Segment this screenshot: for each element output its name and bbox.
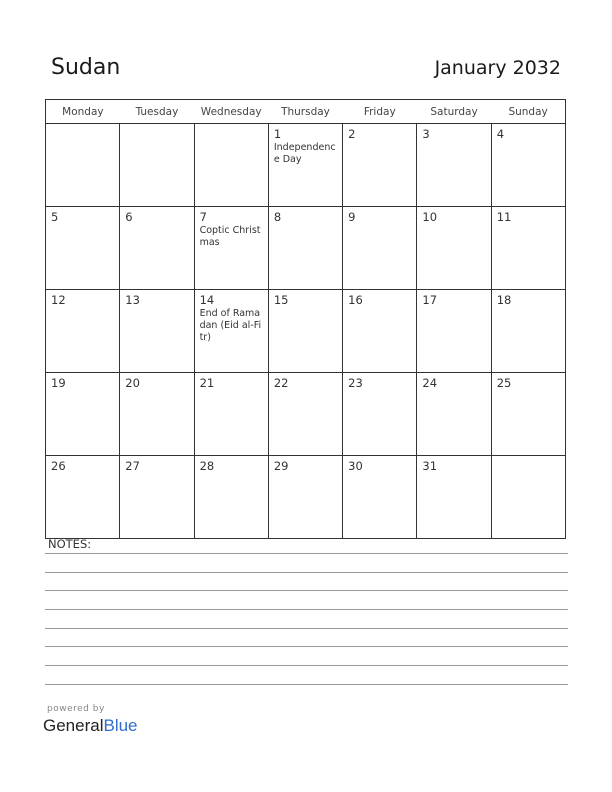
day-cell <box>46 456 120 539</box>
day-cell <box>268 207 342 290</box>
day-number: 22 <box>273 376 289 390</box>
day-cell <box>120 373 194 456</box>
week-row <box>46 207 566 290</box>
day-cell <box>268 290 342 373</box>
notes-line <box>45 628 568 629</box>
day-number: 14 <box>199 293 215 307</box>
notes-line <box>45 646 568 647</box>
holiday-label: End of Ramadan (Eid al-Fitr) <box>199 308 262 343</box>
day-number: 3 <box>422 127 430 141</box>
day-cell <box>268 456 342 539</box>
day-cell <box>194 207 268 290</box>
day-number: 23 <box>348 376 363 390</box>
day-cell <box>120 456 194 539</box>
holiday-label: Coptic Christmas <box>199 225 261 248</box>
day-cell <box>120 290 194 373</box>
day-cell <box>343 290 417 373</box>
day-number: 2 <box>348 127 356 141</box>
day-number: 19 <box>51 376 66 390</box>
day-cell <box>491 373 565 456</box>
notes-line <box>45 553 568 554</box>
day-number: 4 <box>496 127 505 141</box>
day-number: 12 <box>51 293 66 307</box>
day-number: 18 <box>496 293 512 307</box>
day-number: 7 <box>199 210 207 224</box>
day-number: 16 <box>348 293 363 307</box>
weekday-header: Thursday <box>268 100 342 124</box>
weekday-header-row <box>46 100 566 124</box>
day-cell <box>417 207 491 290</box>
powered-by-text: powered by <box>47 704 105 714</box>
day-cell <box>417 456 491 539</box>
notes-line <box>45 665 568 666</box>
weekday-header: Wednesday <box>194 100 268 124</box>
day-cell <box>491 456 565 539</box>
weekday-header: Tuesday <box>120 100 194 124</box>
day-number: 30 <box>348 459 363 473</box>
day-cell <box>194 290 268 373</box>
holiday-label: Independence Day <box>273 142 336 165</box>
day-cell <box>46 207 120 290</box>
day-number: 10 <box>422 210 438 224</box>
day-number: 24 <box>422 376 438 390</box>
notes-line <box>45 572 568 573</box>
day-cell <box>491 290 565 373</box>
week-row <box>46 124 566 207</box>
day-number: 1 <box>273 127 282 141</box>
day-number: 5 <box>51 210 59 224</box>
day-cell <box>417 124 491 207</box>
day-number: 27 <box>125 459 140 473</box>
day-number: 29 <box>273 459 289 473</box>
day-number: 31 <box>422 459 438 473</box>
brand-general: General <box>43 716 104 735</box>
day-number: 17 <box>422 293 438 307</box>
day-number: 13 <box>125 293 140 307</box>
notes-line <box>45 684 568 685</box>
weekday-header: Friday <box>343 100 417 124</box>
day-cell <box>343 124 417 207</box>
weekday-header: Sunday <box>491 100 565 124</box>
day-cell <box>46 124 120 207</box>
day-cell <box>491 124 565 207</box>
day-number: 28 <box>199 459 215 473</box>
notes-line <box>45 590 568 591</box>
day-number: 20 <box>125 376 140 390</box>
week-row <box>46 290 566 373</box>
generalblue-logo <box>43 716 138 736</box>
day-cell <box>343 373 417 456</box>
day-cell <box>120 124 194 207</box>
day-number: 25 <box>496 376 512 390</box>
notes-line <box>45 609 568 610</box>
day-number: 26 <box>51 459 66 473</box>
day-cell <box>268 373 342 456</box>
day-number: 15 <box>273 293 289 307</box>
week-row <box>46 373 566 456</box>
weekday-header: Monday <box>46 100 120 124</box>
day-cell <box>343 456 417 539</box>
day-cell <box>120 207 194 290</box>
day-cell <box>194 373 268 456</box>
month-year-title: January 2032 <box>434 57 561 79</box>
notes-label: NOTES: <box>48 537 92 551</box>
day-cell <box>343 207 417 290</box>
week-row <box>46 456 566 539</box>
day-cell <box>491 207 565 290</box>
day-number: 21 <box>199 376 215 390</box>
day-number: 9 <box>348 210 356 224</box>
day-cell <box>417 373 491 456</box>
day-cell <box>194 456 268 539</box>
day-cell <box>417 290 491 373</box>
country-title: Sudan <box>51 55 121 80</box>
day-number: 6 <box>125 210 133 224</box>
day-cell <box>46 290 120 373</box>
calendar-grid <box>45 99 566 539</box>
day-cell <box>268 124 342 207</box>
brand-blue: Blue <box>103 716 138 735</box>
day-number: 8 <box>273 210 282 224</box>
weekday-header: Saturday <box>417 100 491 124</box>
day-number: 11 <box>496 210 512 224</box>
day-cell <box>46 373 120 456</box>
day-cell <box>194 124 268 207</box>
